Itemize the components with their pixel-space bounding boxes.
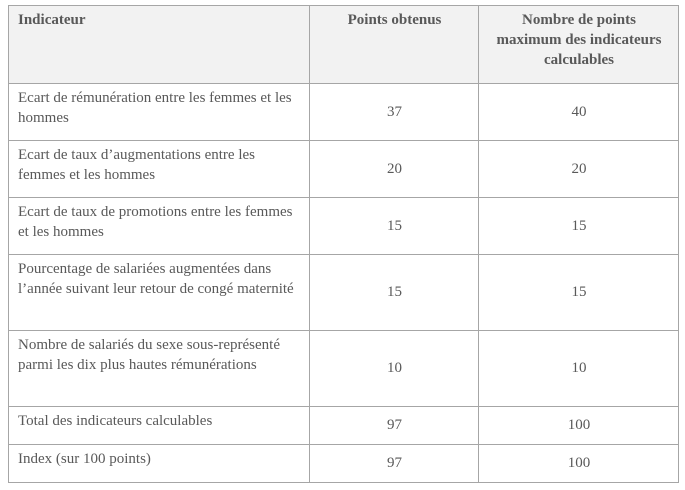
cell-max: 15 [479,198,679,255]
cell-indicateur: Pourcentage de salariées augmentées dans l’année suivant leur retour de congé maternité [9,255,310,331]
header-indicateur: Indicateur [9,6,310,84]
cell-indicateur: Nombre de salariés du sexe sous-représenté parmi les dix plus hautes rémunérations [9,331,310,407]
cell-indicateur: Index (sur 100 points) [9,445,310,483]
cell-points: 10 [310,331,479,407]
table-row [9,84,679,141]
cell-indicateur: Total des indicateurs calculables [9,407,310,445]
cell-indicateur: Ecart de rémunération entre les femmes et les hommes [9,84,310,141]
cell-points: 97 [310,407,479,445]
cell-max: 100 [479,407,679,445]
cell-points: 37 [310,84,479,141]
cell-max: 100 [479,445,679,483]
cell-max: 20 [479,141,679,198]
table-row [9,141,679,198]
table-row [9,198,679,255]
cell-points: 15 [310,255,479,331]
index-egalite-table [8,5,679,483]
header-points-obtenus: Points obtenus [310,6,479,84]
cell-max: 15 [479,255,679,331]
table-row [9,255,679,331]
cell-max: 10 [479,331,679,407]
cell-indicateur: Ecart de taux de promotions entre les femmes et les hommes [9,198,310,255]
table-row-index [9,445,679,483]
cell-points: 97 [310,445,479,483]
cell-points: 20 [310,141,479,198]
table-header-row [9,6,679,84]
cell-indicateur: Ecart de taux d’augmentations entre les femmes et les hommes [9,141,310,198]
cell-max: 40 [479,84,679,141]
table-row-total [9,407,679,445]
table-row [9,331,679,407]
header-points-maximum: Nombre de points maximum des indicateurs calculables [479,6,679,84]
cell-points: 15 [310,198,479,255]
